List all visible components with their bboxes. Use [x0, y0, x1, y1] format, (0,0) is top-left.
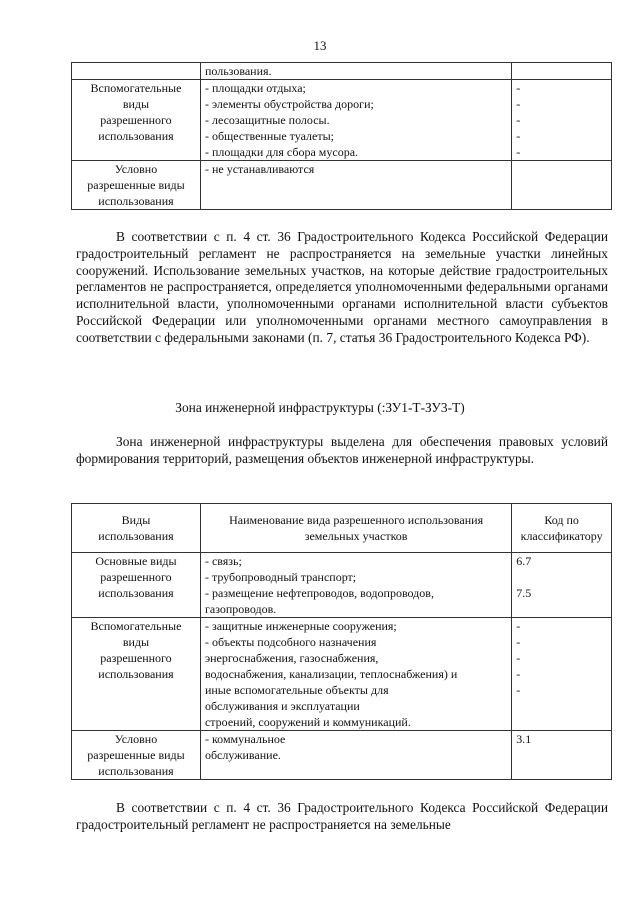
category-cell: Условно разрешенные виды использования	[72, 731, 201, 780]
code-cell: - - - - -	[512, 618, 612, 731]
code-cell: 3.1	[512, 731, 612, 780]
category-cell: Условно разрешенные виды использования	[72, 161, 201, 210]
paragraph-linear-structures: В соответствии с п. 4 ст. 36 Градостроительного Кодекса Российской Федерации градостроительный регламент не распространяется на земельные участки линейных сооружений. Использование земельных участков, на которые действие градостроительных регламентов не распространяется, определяется уполномоченными федеральными органами исполнительной власти, уполномоченными органами исполнительной власти субъектов Российской Федерации или уполномоченными органами местного самоуправления в соответствии с федеральными законами (п. 7, статья 36 Градостроительного Кодекса РФ).	[76, 229, 608, 345]
purpose-cell: - коммунальное обслуживание.	[200, 731, 511, 780]
table-row	[72, 80, 612, 161]
paragraph-zone-description: Зона инженерной инфраструктуры выделена для обеспечения правовых условий формирования территорий, размещения объектов инженерной инфраструктуры.	[76, 434, 608, 466]
page-number: 13	[313, 38, 327, 53]
code-cell: - - - - -	[512, 80, 612, 161]
paragraph-continuation: В соответствии с п. 4 ст. 36 Градостроительного Кодекса Российской Федерации градостроительный регламент не распространяется на земельные	[76, 800, 608, 832]
category-cell: Основные виды разрешенного использования	[72, 553, 201, 618]
purpose-cell: - не устанавливаются	[200, 161, 511, 210]
table-row	[72, 731, 612, 780]
table-row	[72, 618, 612, 731]
table-row	[72, 553, 612, 618]
engineering-zone-table	[71, 503, 612, 780]
table-row	[72, 63, 612, 80]
column-header: Код по классификатору	[512, 504, 612, 553]
zone-title: Зона инженерной инфраструктуры (:ЗУ1-Т-ЗУ3-Т)	[175, 400, 465, 415]
category-cell: Вспомогательные виды разрешенного использования	[72, 80, 201, 161]
purpose-cell: - защитные инженерные сооружения; - объекты подсобного назначения энергоснабжения, газоснабжения, водоснабжения, канализации, теплоснабжения) и иные вспомогательные объекты для обслуживания и эксплуатации строений, сооружений и коммуникаций.	[200, 618, 511, 731]
purpose-cell: - связь; - трубопроводный транспорт; - размещение нефтепроводов, водопроводов, газопроводов.	[200, 553, 511, 618]
category-cell: Вспомогательные виды разрешенного использования	[72, 618, 201, 731]
table-row	[72, 161, 612, 210]
column-header: Наименование вида разрешенного использования земельных участков	[200, 504, 511, 553]
column-header: Виды использования	[72, 504, 201, 553]
land-use-table-continued	[71, 62, 612, 210]
purpose-text: пользования.	[204, 64, 272, 78]
code-cell	[512, 161, 612, 210]
table-header-row	[72, 504, 612, 553]
purpose-cell: - площадки отдыха; - элементы обустройства дороги; - лесозащитные полосы. - общественные туалеты; - площадки для сбора мусора.	[200, 80, 511, 161]
code-cell: 6.7 7.5	[512, 553, 612, 618]
